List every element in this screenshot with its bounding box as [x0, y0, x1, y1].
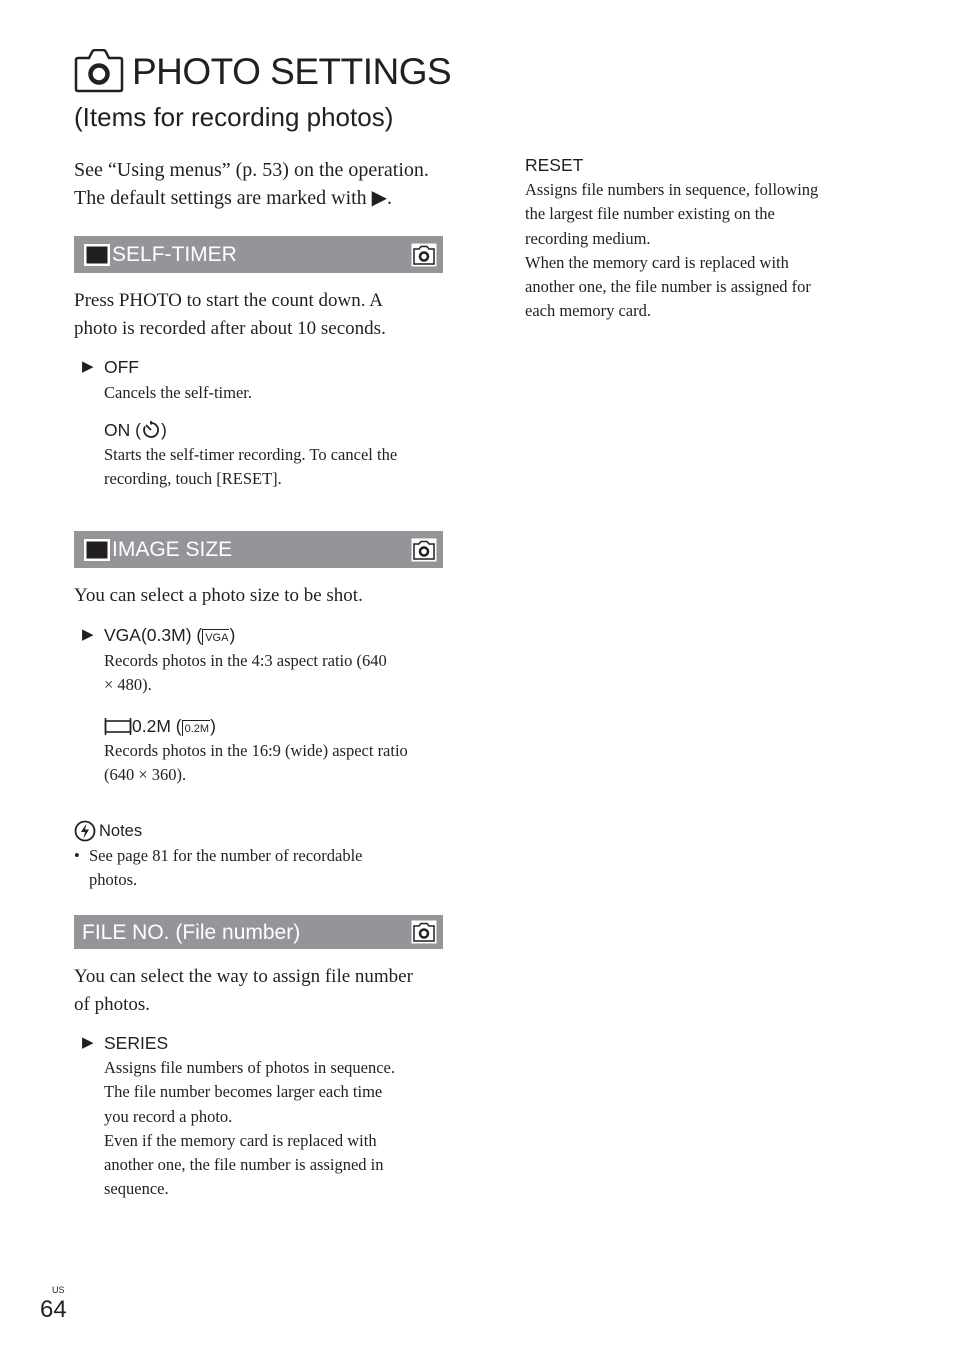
page-number: 64 [40, 1296, 67, 1323]
file-no-description: You can select the way to assign file number of photos. [74, 966, 413, 1015]
self-timer-option-off[interactable]: ▶ OFF [82, 357, 139, 377]
image-size-vga-desc: Records photos in the 4:3 aspect ratio (640 × 480). [104, 651, 387, 695]
still-image-icon [83, 538, 111, 562]
page-subtitle: (Items for recording photos) [74, 102, 394, 132]
camera-icon [74, 49, 124, 93]
file-no-option-reset[interactable]: RESET [525, 155, 584, 175]
file-no-reset-desc: Assigns file numbers in sequence, following the largest file number existing on the recording medium. When the memory card is replaced with another one, the file number is assigned for each memory card. [525, 180, 819, 321]
section-heading-self-timer: SELF-TIMER [112, 243, 237, 266]
file-no-option-series[interactable]: ▶ SERIES [82, 1033, 169, 1053]
triangle-right-icon: ▶ [82, 358, 94, 375]
section-heading-image-size: IMAGE SIZE [112, 538, 233, 561]
camera-icon [411, 243, 437, 267]
image-size-option-vga[interactable]: ▶ VGA(0.3M) ( VGA ) [82, 625, 236, 645]
intro-text: See “Using menus” (p. 53) on the operation. The default settings are marked with ▶. [74, 159, 429, 209]
still-image-icon [83, 243, 111, 267]
self-timer-icon [141, 420, 161, 440]
camera-icon [411, 920, 437, 944]
page-title-text: PHOTO SETTINGS [132, 50, 452, 92]
image-size-option-wide[interactable]: 0.2M ( 0.2M ) [104, 715, 216, 737]
notes-item: • See page 81 for the number of recordable photos. [74, 846, 363, 890]
camera-icon [411, 538, 437, 562]
triangle-right-icon: ▶ [82, 626, 94, 643]
self-timer-option-on[interactable]: ON ( ) [104, 420, 167, 440]
page-title [74, 46, 451, 96]
notes-heading: Notes [74, 820, 142, 842]
image-size-description: You can select a photo size to be shot. [74, 585, 363, 606]
wide-aspect-icon [104, 717, 132, 735]
file-no-series-desc: Assigns file numbers of photos in sequence. The file number becomes larger each time you record a photo. Even if the memory card is replaced with another one, the file number is assigned in sequence. [104, 1058, 395, 1199]
self-timer-description: Press PHOTO to start the count down. A photo is recorded after about 10 seconds. [74, 290, 386, 339]
self-timer-on-desc: Starts the self-timer recording. To cancel the recording, touch [RESET]. [104, 445, 398, 489]
section-bar-image-size [74, 531, 443, 568]
page-region: US [52, 1285, 65, 1295]
self-timer-off-desc: Cancels the self-timer. [104, 383, 252, 402]
wide-size-icon: 0.2M [182, 720, 210, 736]
section-bar-self-timer [74, 236, 443, 273]
vga-size-icon: VGA [202, 629, 229, 645]
triangle-right-icon: ▶ [82, 1034, 94, 1051]
image-size-wide-desc: Records photos in the 16:9 (wide) aspect ratio (640 × 360). [104, 741, 408, 785]
section-bar-file-no [74, 915, 443, 949]
notes-icon [74, 820, 96, 842]
section-heading-file-no: FILE NO. (File number) [82, 920, 301, 944]
